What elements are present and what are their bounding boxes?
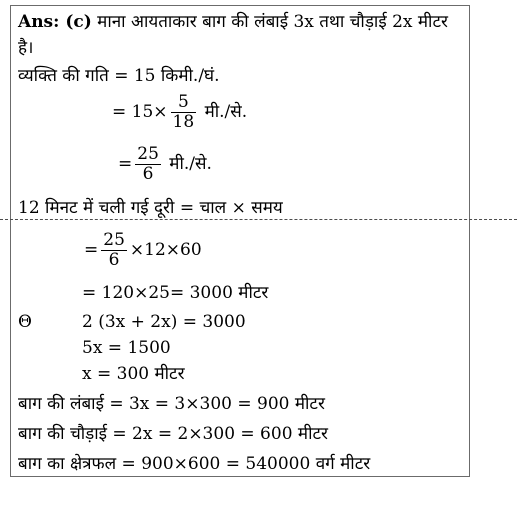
fraction-25-6-calc xyxy=(101,231,127,270)
answer-line xyxy=(18,12,448,32)
speed-conversion-unit: मी./से. xyxy=(204,102,248,122)
speed-result-line xyxy=(118,145,212,184)
equation-line-2: 5x = 1500 xyxy=(82,338,171,358)
speed-result-prefix: = xyxy=(118,154,133,174)
equation-line-1: 2 (3x + 2x) = 3000 xyxy=(82,312,246,332)
speed-conversion-line xyxy=(112,93,247,132)
distance-calc-line xyxy=(84,231,202,270)
fraction-5-18 xyxy=(171,93,197,132)
distance-result-line: = 120×25= 3000 मीटर xyxy=(82,283,269,303)
fraction-numerator: 5 xyxy=(171,93,197,113)
fraction-denominator: 6 xyxy=(142,164,154,184)
answer-intro-text: माना आयताकार बाग की लंबाई 3x तथा चौड़ाई 2x मीटर xyxy=(97,12,448,32)
fraction-25-6 xyxy=(135,145,161,184)
length-line: बाग की लंबाई = 3x = 3×300 = 900 मीटर xyxy=(18,394,325,414)
distance-calc-suffix: ×12×60 xyxy=(129,240,202,260)
since-symbol: Θ xyxy=(18,312,32,332)
distance-calc-prefix: = xyxy=(84,240,99,260)
fraction-numerator: 25 xyxy=(103,230,125,250)
fraction-numerator: 25 xyxy=(137,144,159,164)
area-line: बाग का क्षेत्रफल = 900×600 = 540000 वर्ग मीटर xyxy=(18,454,371,474)
fraction-denominator: 18 xyxy=(172,112,195,132)
distance-formula-line: 12 मिनट में चली गई दूरी = चाल × समय xyxy=(18,198,283,218)
fraction-denominator: 6 xyxy=(108,250,120,270)
answer-intro-continued: है। xyxy=(18,38,34,58)
speed-conversion-prefix: = 15× xyxy=(112,102,168,122)
breadth-line: बाग की चौड़ाई = 2x = 2×300 = 600 मीटर xyxy=(18,424,328,444)
page-break-line xyxy=(0,219,517,220)
speed-result-unit: मी./से. xyxy=(169,154,212,174)
equation-line-3: x = 300 मीटर xyxy=(82,364,185,384)
answer-label: Ans: (c) xyxy=(18,12,92,32)
speed-line: व्यक्ति की गति = 15 किमी./घं. xyxy=(18,66,220,86)
